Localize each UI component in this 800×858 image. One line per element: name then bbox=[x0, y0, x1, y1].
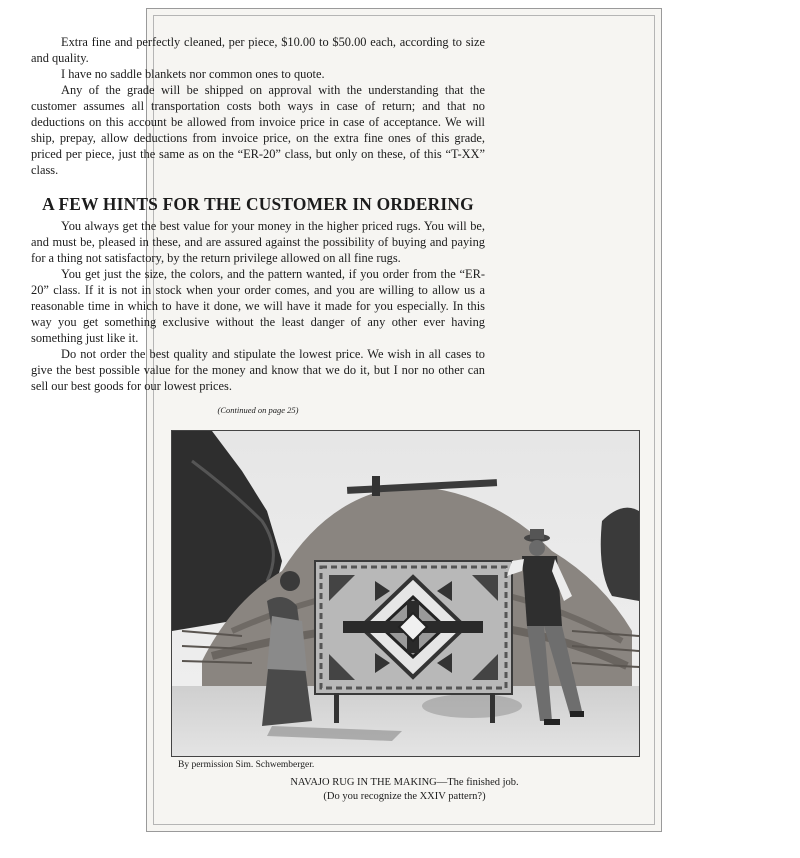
section-heading: A FEW HINTS FOR THE CUSTOMER IN ORDERING bbox=[42, 194, 474, 214]
continued-note: (Continued on page 25) bbox=[217, 405, 299, 415]
photo-caption bbox=[171, 776, 638, 804]
hints-text bbox=[31, 218, 485, 394]
rug bbox=[315, 561, 512, 694]
caption-title: NAVAJO RUG IN THE MAKING—The finished job. bbox=[290, 777, 519, 788]
photo-credit: By permission Sim. Schwemberger. bbox=[178, 760, 315, 770]
paragraph: You get just the size, the colors, and the pattern wanted, if you order from the “ER-20” class. If it is not in stock when your order comes, and you are willing to allow us a reasonable time in which to have it done, we will have it made for you especially. In this way you get something exclusive without the least danger of any other ever having something just like it. bbox=[31, 267, 485, 345]
navajo-rug-photo bbox=[171, 430, 640, 757]
paragraph: Extra fine and perfectly cleaned, per piece, $10.00 to $50.00 each, according to size and quality. bbox=[31, 35, 485, 65]
paragraph: You always get the best value for your money in the higher priced rugs. You will be, and must be, pleased in these, and are assured against the possibility of buying and paying for a thing not satisfactory, by the return privilege allowed on all fine rugs. bbox=[31, 219, 485, 265]
photo-illustration bbox=[172, 431, 639, 756]
paragraph: Any of the grade will be shipped on approval with the understanding that the customer assumes all transportation costs both ways in case of return; and that no deductions on this account be allowed from invoice price in case of acceptance. We will ship, prepay, allow deductions from invoice price, on the extra fine ones of this grade, priced per piece, just the same as on the “ER-20” class, but only on these, of this “T-XX” class. bbox=[31, 83, 485, 177]
paragraph: I have no saddle blankets nor common ones to quote. bbox=[61, 67, 325, 81]
caption-question: (Do you recognize the XXIV pattern?) bbox=[323, 791, 486, 802]
paragraph: Do not order the best quality and stipulate the lowest price. We wish in all cases to give the best possible value for the money and know that we do it, but I nor no other can sell our best goods for our lowest prices. bbox=[31, 347, 485, 393]
intro-text bbox=[31, 34, 485, 178]
